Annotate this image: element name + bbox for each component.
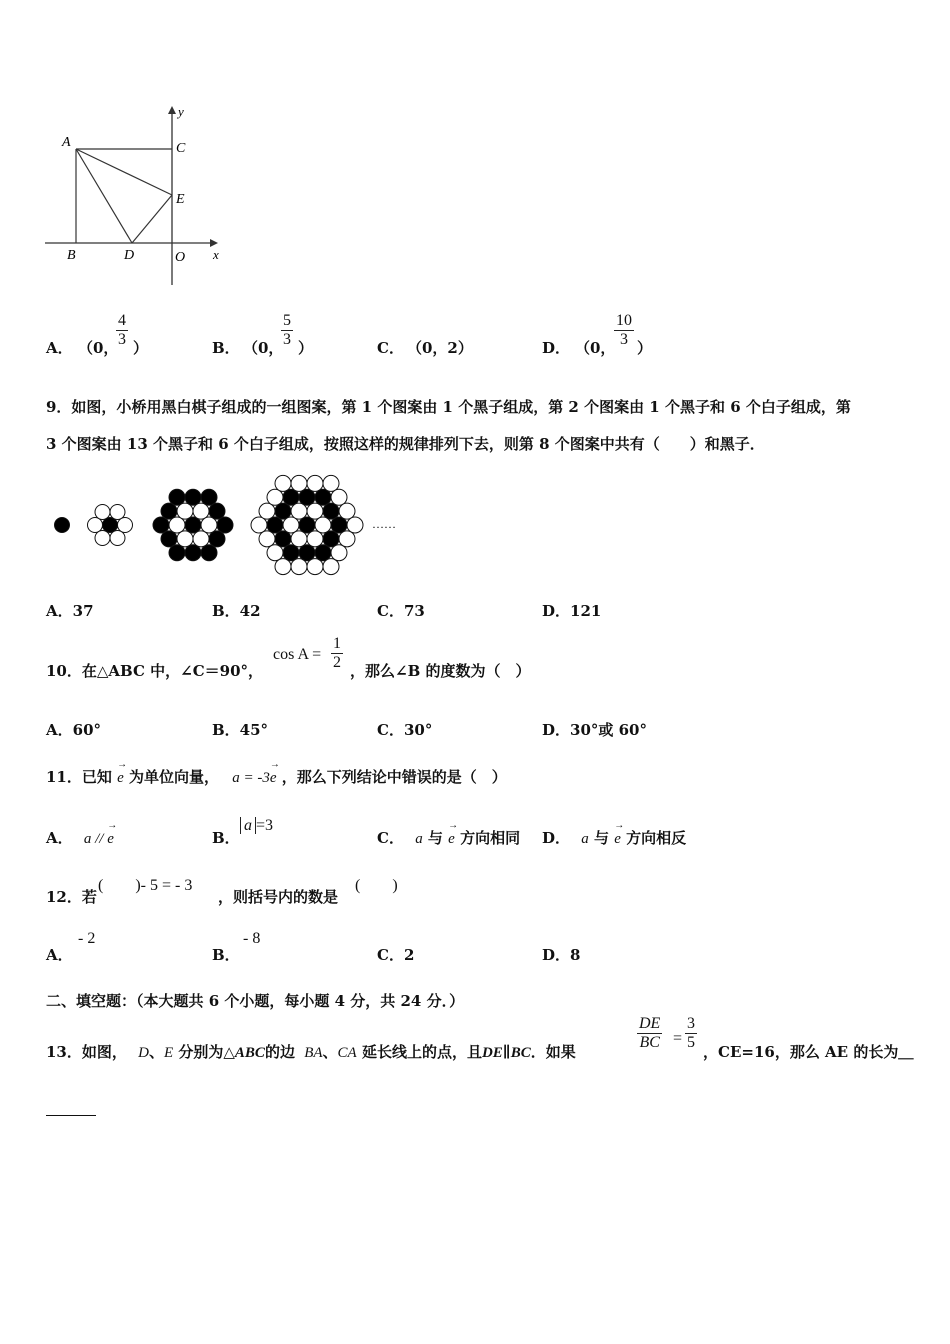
q9-option-a[interactable]: A．37 — [46, 602, 94, 620]
pattern3-stone — [193, 503, 209, 519]
label-D: D — [124, 248, 135, 263]
pattern2-stone — [118, 518, 133, 533]
q13-DE: DE — [481, 1045, 503, 1061]
q10-fraction — [331, 635, 343, 672]
q12-a-letter: A． — [46, 946, 73, 964]
q11-a-letter: A． — [46, 829, 73, 847]
pattern4-stone — [291, 503, 307, 519]
pattern4-stone — [331, 545, 347, 561]
q12-expression: ( )- 5 = - 3 — [98, 877, 193, 894]
pattern3-stone — [185, 517, 201, 533]
q8-d-den: 3 — [620, 331, 628, 348]
pattern3-stone — [217, 517, 233, 533]
q11-c-text1: 与 — [427, 829, 443, 847]
pattern4-stone — [323, 559, 339, 575]
q11-b-abs: a — [240, 817, 256, 834]
pattern4-stone — [323, 475, 339, 491]
q13-sep2: 、 — [322, 1043, 338, 1061]
q13-prefix: 13．如图， — [46, 1043, 127, 1061]
segment-AD — [76, 149, 132, 243]
q8-a-prefix: （0， — [78, 339, 119, 357]
q11-d-text1: 与 — [593, 829, 609, 847]
pattern3-stone — [201, 545, 217, 561]
pattern3-stone — [185, 489, 201, 505]
q12-option-d[interactable]: D．8 — [542, 946, 581, 964]
q9-stem-line1: 9．如图，小桥用黑白棋子组成的一组图案，第 1 个图案由 1 个黑子组成，第 2 个图案由 1 个黑子和 6 个白子组成，第 — [46, 398, 851, 416]
q9-option-c[interactable]: C．73 — [377, 602, 425, 620]
pattern2-stone — [110, 505, 125, 520]
pattern4-stone — [323, 503, 339, 519]
q13-parallel: ∥ — [502, 1043, 511, 1061]
q12-mid: ，则括号内的数是 — [218, 888, 339, 906]
pattern4-stone — [307, 503, 323, 519]
q12-paren: ( ) — [355, 877, 398, 894]
pattern2-stone — [103, 518, 118, 533]
q13-D: D — [138, 1045, 149, 1061]
pattern2-stone — [95, 505, 110, 520]
q8-b-fraction — [281, 312, 293, 349]
q12-prefix: 12．若 — [46, 888, 97, 906]
pattern3-stone — [185, 545, 201, 561]
q8-d-fraction — [614, 312, 634, 349]
q8-c-letter: C． — [377, 339, 404, 357]
q11-d-text2: 方向相反 — [626, 829, 687, 847]
x-axis-arrow — [210, 239, 218, 247]
q8-a-den: 3 — [118, 331, 126, 348]
q13-text5 — [703, 1041, 913, 1062]
pattern3-stone — [209, 503, 225, 519]
pattern4-stone — [299, 545, 315, 561]
q10-num: 1 — [333, 635, 341, 652]
pattern4-stone — [315, 489, 331, 505]
pattern3-stone — [169, 517, 185, 533]
pattern4-stone — [283, 545, 299, 561]
q12-b-value: - 8 — [243, 930, 261, 947]
q11-option-c[interactable] — [377, 827, 520, 848]
pattern4-stone — [347, 517, 363, 533]
q10-suffix: ，那么∠B 的度数为（ ） — [350, 662, 531, 680]
pattern4-stone — [267, 489, 283, 505]
pattern4-stone — [315, 545, 331, 561]
pattern4-stone — [331, 517, 347, 533]
q13-blank-start: ＿ — [898, 1043, 914, 1061]
pattern-stones — [55, 475, 364, 574]
pattern4-stone — [251, 517, 267, 533]
pattern3-stone — [201, 517, 217, 533]
pattern3-stone — [161, 531, 177, 547]
q13-text1: 分别为△ — [178, 1043, 235, 1061]
q13-ratio-fraction — [637, 1015, 662, 1052]
q8-b-suffix: ） — [298, 339, 314, 357]
q13-text3: 延长线上的点，且 — [361, 1043, 482, 1061]
q11-d-letter: D． — [542, 829, 571, 847]
q13-text5-content: ，CE=16，那么 AE 的长为 — [703, 1043, 899, 1061]
q13-answer-blank[interactable] — [46, 1115, 96, 1116]
pattern-ellipsis: …… — [372, 517, 396, 531]
q11-option-a[interactable] — [46, 827, 114, 848]
pattern3-stone — [169, 489, 185, 505]
q8-d-prefix: （0， — [575, 339, 616, 357]
pattern4-stone — [283, 489, 299, 505]
q11-mid: 为单位向量， — [129, 768, 220, 786]
q13-sep1: 、 — [148, 1043, 164, 1061]
q11-a-math: a // — [83, 831, 108, 847]
q11-stem — [46, 766, 507, 787]
q13-text2: 的边 — [264, 1043, 295, 1061]
q9-pattern-figure — [45, 472, 415, 576]
q13-ABC: ABC — [234, 1045, 265, 1061]
pattern4-stone — [275, 503, 291, 519]
q13-rden: 5 — [687, 1034, 695, 1051]
pattern2-stone — [88, 518, 103, 533]
q11-option-b[interactable] — [212, 827, 240, 848]
label-x: x — [213, 247, 219, 262]
q8-c-text: （0，2） — [407, 339, 473, 357]
q13-BC: BC — [510, 1045, 531, 1061]
q10-cos-label: cos A = — [273, 646, 322, 663]
pattern3-stone — [161, 503, 177, 519]
pattern3-stone — [153, 517, 169, 533]
q8-d-suffix: ） — [637, 339, 653, 357]
pattern4-stone — [275, 531, 291, 547]
pattern3-stone — [193, 531, 209, 547]
y-axis-arrow — [168, 106, 176, 114]
q11-c-e: → e — [448, 831, 455, 848]
q11-prefix: 11．已知 — [46, 768, 112, 786]
q10-prefix: 10．在△ABC 中，∠C＝90°， — [46, 662, 264, 680]
q11-d-e: → e — [614, 831, 621, 848]
q8-b-den: 3 — [283, 331, 291, 348]
q11-c-text2: 方向相同 — [460, 829, 521, 847]
q11-eq-e-vector: → e — [270, 770, 277, 787]
pattern4-stone — [291, 559, 307, 575]
q8-a-num: 4 — [118, 312, 126, 329]
q8-b-num: 5 — [283, 312, 291, 329]
q11-c-letter: C． — [377, 829, 404, 847]
pattern4-stone — [299, 489, 315, 505]
q8-d-letter: D． — [542, 339, 571, 357]
q8-b-letter: B． — [212, 339, 240, 357]
q10-option-d[interactable]: D．30°或 60° — [542, 721, 647, 739]
pattern4-stone — [259, 503, 275, 519]
section-title-fill-blank: 二、填空题：（本大题共 6 个小题，每小题 4 分，共 24 分．） — [46, 992, 465, 1010]
segment-DE — [132, 195, 172, 243]
q13-BA: BA — [304, 1045, 323, 1061]
q13-frac-den: BC — [639, 1034, 660, 1051]
pattern4-stone — [291, 475, 307, 491]
q11-d-a: a — [581, 831, 589, 847]
pattern4-stone — [315, 517, 331, 533]
q11-b-letter: B． — [212, 829, 240, 847]
q12-a-value: - 2 — [78, 930, 96, 947]
q10-option-a[interactable]: A．60° — [46, 721, 102, 739]
q13-rnum: 3 — [687, 1015, 695, 1032]
q13-value-fraction — [685, 1015, 697, 1052]
q10-option-b[interactable]: B．45° — [212, 721, 269, 739]
q9-option-b[interactable]: B．42 — [212, 602, 261, 620]
label-O: O — [175, 250, 186, 265]
q8-a-fraction — [116, 312, 128, 349]
label-A: A — [62, 135, 71, 150]
label-B: B — [67, 248, 76, 263]
q11-option-d[interactable] — [542, 827, 686, 848]
pattern4-stone — [307, 475, 323, 491]
pattern4-stone — [267, 517, 283, 533]
pattern4-stone — [291, 531, 307, 547]
q10-option-c[interactable]: C．30° — [377, 721, 433, 739]
label-C: C — [176, 141, 186, 156]
pattern4-stone — [323, 531, 339, 547]
q11-e-vector: → e — [117, 770, 124, 787]
pattern2-stone — [110, 530, 125, 545]
pattern4-stone — [283, 517, 299, 533]
q9-stem-line2: 3 个图案由 13 个黑子和 6 个白子组成，按照这样的规律排列下去，则第 8 个图案中共有（ ）和黑子． — [46, 435, 765, 453]
label-y: y — [178, 104, 184, 119]
pattern3-stone — [201, 489, 217, 505]
q10-den: 2 — [333, 654, 341, 671]
pattern4-stone — [267, 545, 283, 561]
q11-b-eq: =3 — [256, 817, 274, 834]
pattern4-stone — [331, 489, 347, 505]
pattern3-stone — [169, 545, 185, 561]
pattern1-stone — [55, 518, 70, 533]
q13-E: E — [163, 1045, 174, 1061]
q8-a-letter: A． — [46, 339, 73, 357]
q11-c-a: a — [415, 831, 423, 847]
pattern4-stone — [299, 517, 315, 533]
q11-b-math — [240, 817, 273, 835]
pattern4-stone — [339, 503, 355, 519]
pattern3-stone — [177, 531, 193, 547]
q8-b-prefix: （0， — [243, 339, 284, 357]
q12-option-c[interactable]: C．2 — [377, 946, 415, 964]
q8-d-num: 10 — [616, 312, 632, 329]
coordinate-figure — [40, 100, 235, 290]
pattern4-stone — [275, 475, 291, 491]
q13-frac-num: DE — [639, 1015, 661, 1032]
q8-a-suffix: ） — [133, 339, 149, 357]
q9-option-d[interactable]: D．121 — [542, 602, 602, 620]
pattern4-stone — [339, 531, 355, 547]
q11-a-e: → e — [107, 831, 114, 848]
pattern3-stone — [209, 531, 225, 547]
q13-stem — [46, 1041, 576, 1062]
pattern4-stone — [275, 559, 291, 575]
q13-CA: CA — [337, 1045, 357, 1061]
pattern3-stone — [177, 503, 193, 519]
q12-b-letter: B． — [212, 946, 240, 964]
pattern2-stone — [95, 530, 110, 545]
q11-suffix: ，那么下列结论中错误的是（ ） — [281, 768, 507, 786]
pattern4-stone — [307, 531, 323, 547]
pattern4-stone — [259, 531, 275, 547]
label-E: E — [176, 192, 185, 207]
q13-text4: ．如果 — [530, 1043, 576, 1061]
pattern4-stone — [307, 559, 323, 575]
q11-eq: a = -3 — [232, 770, 270, 786]
q13-eq: = — [673, 1030, 683, 1047]
